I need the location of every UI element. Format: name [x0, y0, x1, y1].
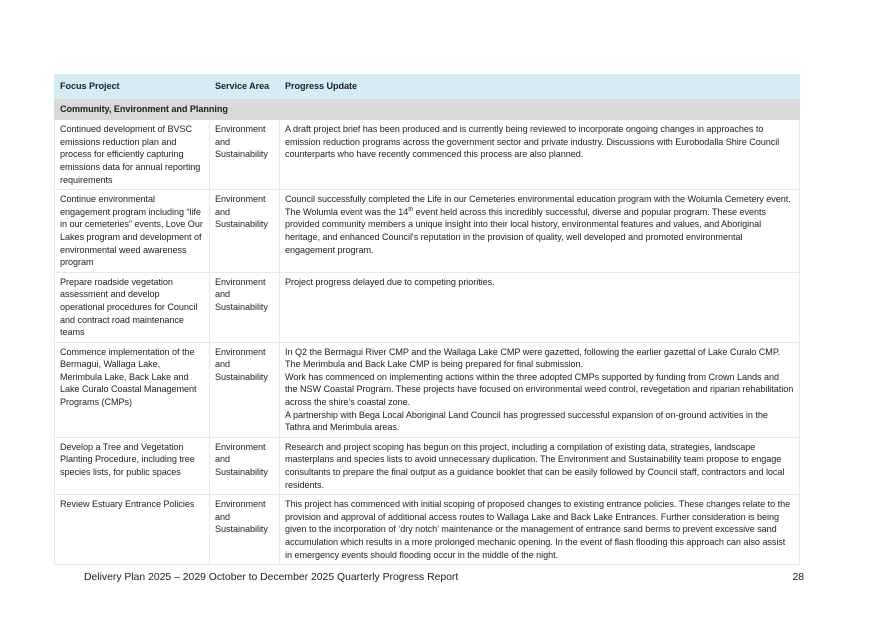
- ordinal-suffix: th: [408, 206, 414, 213]
- service-area-cell: Environment and Sustainability: [210, 437, 280, 494]
- table-row: [55, 120, 800, 190]
- section-title: Community, Environment and Planning: [55, 98, 800, 120]
- focus-project-cell: Continued development of BVSC emissions reduction plan and process for efficiently capturing emissions data for annual reporting requirements: [55, 120, 210, 190]
- section-row: [55, 98, 800, 120]
- service-area-cell: Environment and Sustainability: [210, 342, 280, 437]
- focus-project-cell: Review Estuary Entrance Policies: [55, 495, 210, 565]
- header-progress-update: Progress Update: [280, 75, 800, 99]
- table-row: [55, 342, 800, 437]
- progress-paragraph: Project progress delayed due to competing priorities.: [285, 276, 495, 287]
- header-service-area: Service Area: [210, 75, 280, 99]
- progress-table: [54, 74, 800, 565]
- progress-paragraph: In Q2 the Bermagui River CMP and the Wallaga Lake CMP were gazetted, following the earlier gazettal of Lake Curalo CMP. The Merimbula and Back Lake CMP is being prepared for final submission.: [285, 346, 781, 370]
- progress-paragraph: Work has commenced on implementing actions within the three adopted CMPs supported by funding from Crown Lands and the NSW Coastal Program. These projects have focused on environmental weed control, revegetation and riparian rehabilitation across the shire’s coastal zone.: [285, 371, 794, 408]
- table-header-row: [55, 75, 800, 99]
- footer-title: Delivery Plan 2025 – 2029 October to December 2025 Quarterly Progress Report: [84, 572, 459, 583]
- progress-paragraph: Research and project scoping has begun on this project, including a compilation of existing data, strategies, landscape masterplans and species lists to avoid unnecessary duplication. The Environment and Sustainability team propose to engage consultants to prepare the final output as a guidance booklet that can be easily followed by Council staff, contractors and local residents.: [285, 441, 785, 490]
- page-footer: [84, 572, 804, 583]
- progress-paragraph: A draft project brief has been produced and is currently being reviewed to incorporate ongoing changes in approaches to emission reduction programs across the government sector and private industry. Discussions with Eurobodalla Shire Council counterparts who have recently commenced this process are also planned.: [285, 124, 780, 160]
- table-row: [55, 272, 800, 342]
- progress-update-cell: [280, 190, 800, 273]
- progress-paragraph: This project has commenced with initial scoping of proposed changes to existing entrance policies. These changes relate to the provision and approval of additional access routes to Wallaga Lake and Back Lake Entrances. Further consideration is being given to the incorporation of ‘dry notch’ maintenance or the management of entrance sand berms to prevent excessive sand accumulation which results in a more prolonged mechanic opening. In the event of flash flooding this approach can also assist in emergency events should flooding occur in the middle of the night.: [285, 499, 791, 560]
- header-focus-project: Focus Project: [55, 75, 210, 99]
- focus-project-cell: Develop a Tree and Vegetation Planting Procedure, including tree species lists, for public spaces: [55, 437, 210, 494]
- focus-project-cell: Continue environmental engagement program including “life in our cemeteries” events, Love Our Lakes program and development of environmental weed awareness program: [55, 190, 210, 273]
- progress-update-cell: [280, 342, 800, 437]
- progress-update-cell: [280, 437, 800, 494]
- focus-project-cell: Commence implementation of the Bermagui, Wallaga Lake, Merimbula Lake, Back Lake and Lake Curalo Coastal Management Programs (CMPs): [55, 342, 210, 437]
- table-row: [55, 190, 800, 273]
- service-area-cell: Environment and Sustainability: [210, 495, 280, 565]
- table-row: [55, 437, 800, 494]
- service-area-cell: Environment and Sustainability: [210, 120, 280, 190]
- service-area-cell: Environment and Sustainability: [210, 190, 280, 273]
- focus-project-cell: Prepare roadside vegetation assessment and develop operational procedures for Council and contract road maintenance teams: [55, 272, 210, 342]
- table-row: [55, 495, 800, 565]
- progress-update-cell: [280, 272, 800, 342]
- progress-update-cell: [280, 495, 800, 565]
- progress-update-cell: [280, 120, 800, 190]
- page-number: 28: [792, 572, 804, 583]
- progress-text-part: event held across this incredibly successful, diverse and popular program. These events provided community members a unique insight into their local history, environmental features and values, and Aboriginal heritage, and enhanced Council's reputation in the provision of quality, well developed and promoted environmental engagement program.: [285, 206, 767, 255]
- service-area-cell: Environment and Sustainability: [210, 272, 280, 342]
- progress-text-part: Council successfully completed the Life in our Cemeteries environmental education program with the Wolumla Cemetery event. The Wolumla event was the 14: [285, 194, 791, 217]
- progress-paragraph: A partnership with Bega Local Aboriginal Land Council has progressed successful expansion of on-ground activities in the Tathra and Merimbula areas.: [285, 409, 768, 433]
